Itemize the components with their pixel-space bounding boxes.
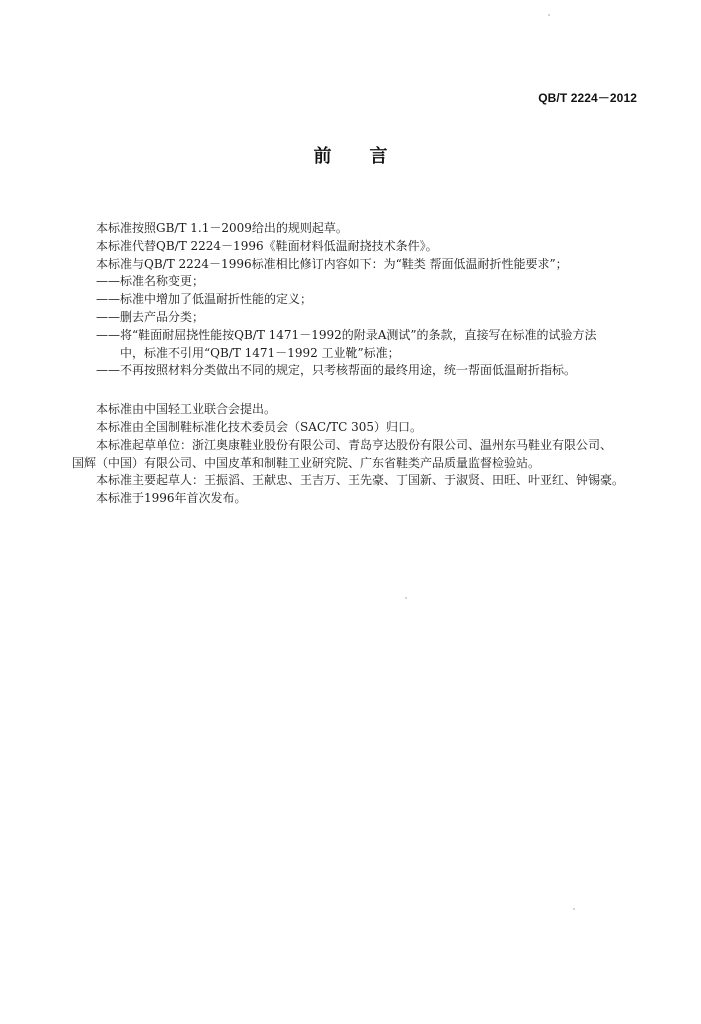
paragraph-gap [72,380,642,401]
change-item-definition: ——标准中增加了低温耐折性能的定义； [96,292,313,307]
title-char-2: 言 [369,146,388,167]
change-item-test-method-cont: 中，标准不引用“QB/T 1471－1992 工业靴”标准； [120,345,400,360]
paragraph-main-drafters: 本标准主要起草人：王振滔、王献忠、王吉万、王先豪、丁国新、于淑贤、田旺、叶亚红、钟锡豪。 [96,473,625,488]
paragraph-drafting-units-cont: 国辉（中国）有限公司、中国皮革和制鞋工业研究院、广东省鞋类产品质量监督检验站。 [72,455,541,470]
scan-speck [405,597,407,599]
standard-code: QB/T 2224－2012 [538,91,637,105]
change-item-name: ——标准名称变更； [96,274,205,289]
paragraph-replaces: 本标准代替QB/T 2224－1996《鞋面材料低温耐挠技术条件》。 [96,238,438,253]
paragraph-drafting-rules: 本标准按照GB/T 1.1－2009给出的规则起草。 [96,221,348,235]
paragraph-under-jurisdiction: 本标准由全国制鞋标准化技术委员会（SAC/TC 305）归口。 [96,419,423,434]
page-title [0,142,701,168]
paragraph-drafting-units: 本标准起草单位：浙江奥康鞋业股份有限公司、青岛亨达股份有限公司、温州东马鞋业有限公司、 [96,437,613,452]
change-item-test-method: ——将“鞋面耐屈挠性能按QB/T 1471－1992的附录A测试”的条款，直接写在标准的试验方法 [96,327,597,342]
change-item-unified-index: ——不再按照材料分类做出不同的规定，只考核帮面的最终用途，统一帮面低温耐折指标。 [96,363,577,378]
title-char-1: 前 [313,146,332,167]
paragraph-proposed-by: 本标准由中国轻工业联合会提出。 [96,402,277,417]
paragraph-changes-intro: 本标准与QB/T 2224－1996标准相比修订内容如下：为“鞋类 帮面低温耐折性能要求”； [96,256,568,271]
change-item-classification: ——删去产品分类； [96,309,205,324]
scan-speck [573,908,575,910]
scan-speck [548,14,550,16]
foreword-body [72,220,642,508]
paragraph-first-published: 本标准于1996年首次发布。 [96,491,247,506]
